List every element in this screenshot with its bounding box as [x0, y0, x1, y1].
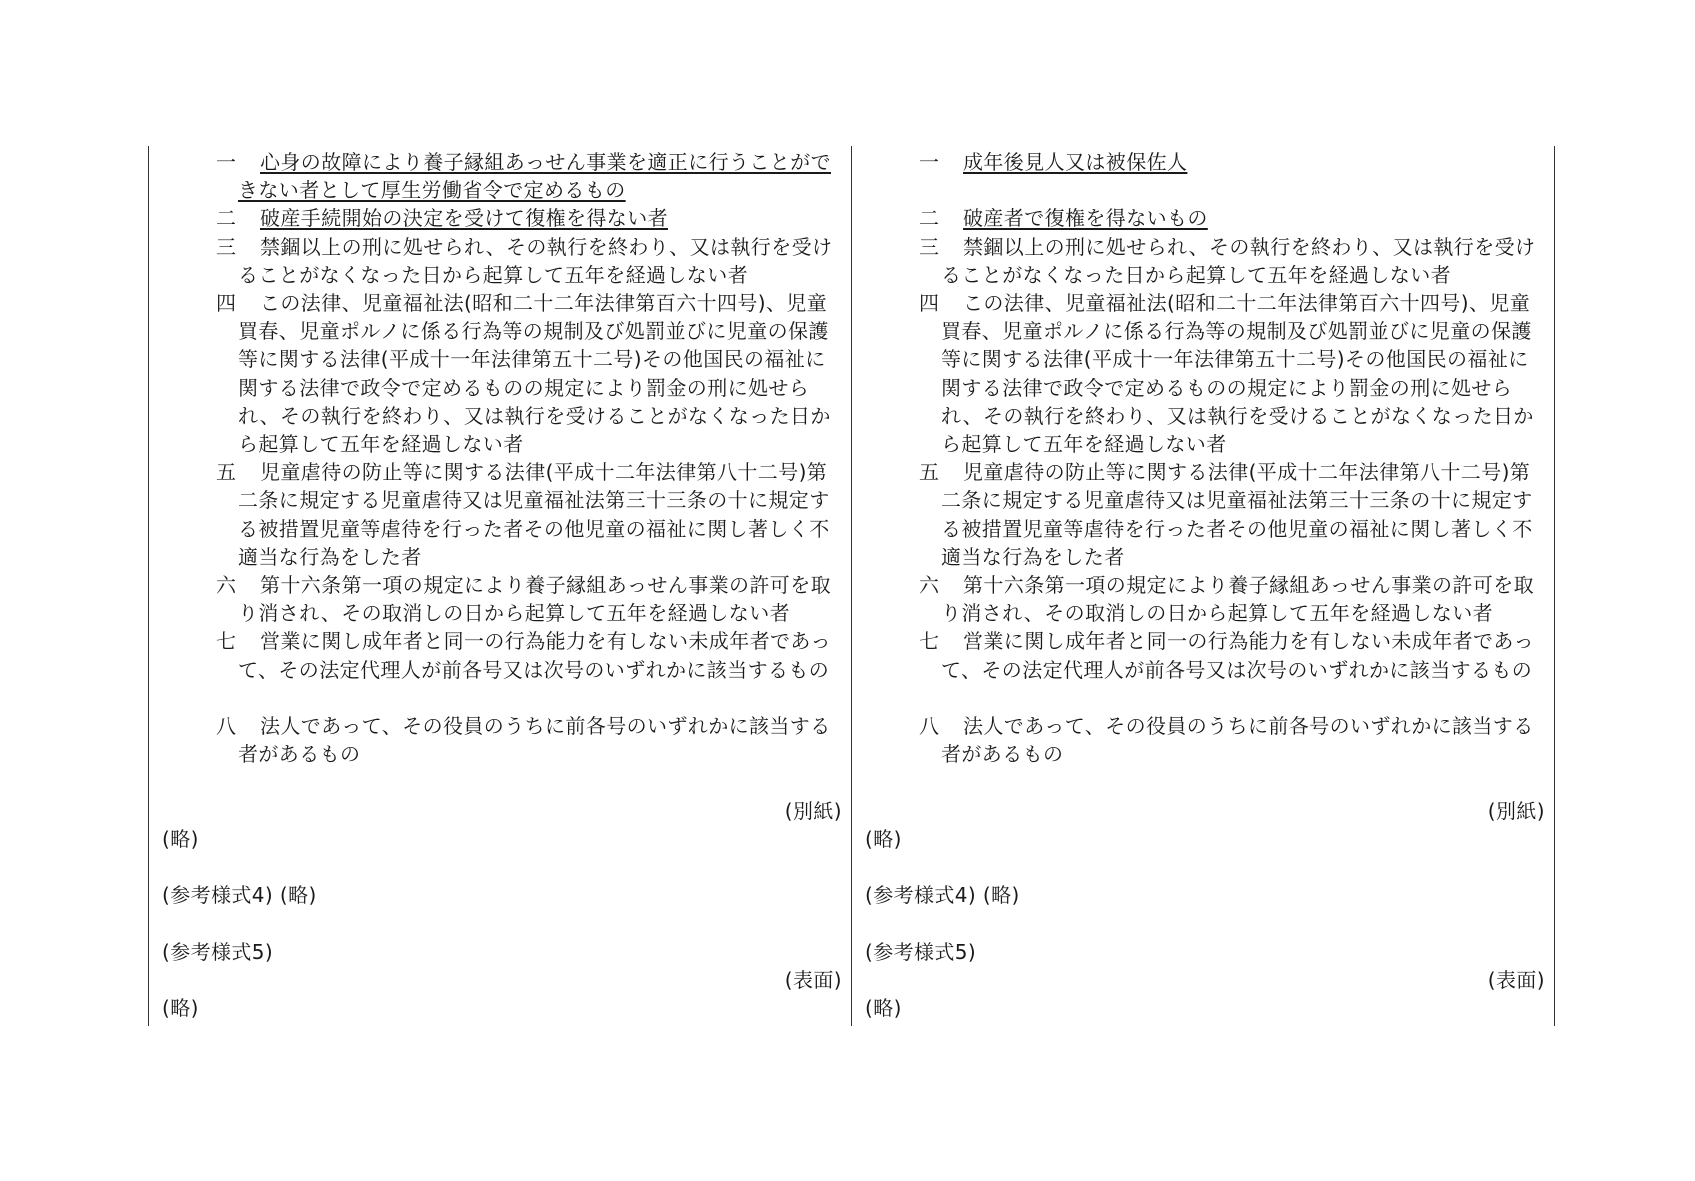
- item-text: 第十六条第一項の規定により養子縁組あっせん事業の許可を取り消され、その取消しの日から起算して五年を経過しない者: [941, 572, 1534, 626]
- omitted-text: (略): [162, 826, 199, 851]
- right-item-8: [865, 712, 1545, 768]
- item-number: 六: [919, 572, 940, 597]
- left-item-8: [162, 712, 842, 768]
- item-text: 児童虐待の防止等に関する法律(平成十二年法律第八十二号)第二条に規定する児童虐待又は児童福祉法第三十三条の十に規定する被措置児童等虐待を行った者その他児童の福祉に関し著しく不適当な行為をした者: [238, 460, 830, 569]
- item-text: 法人であって、その役員のうちに前各号のいずれかに該当する者があるもの: [238, 713, 831, 767]
- attachment-label: (別紙): [784, 798, 842, 823]
- item-text: 破産手続開始の決定を受けて復権を得ない者: [260, 206, 668, 231]
- item-number: 三: [919, 234, 940, 259]
- omitted-text: (略): [865, 826, 902, 851]
- item-number: 一: [919, 150, 940, 174]
- right-item-4: [865, 289, 1545, 458]
- item-number: 四: [919, 290, 940, 315]
- left-item-3: [162, 233, 842, 289]
- item-number: 四: [216, 290, 237, 315]
- item-text: 心身の故障により養子縁組あっせん事業を適正に行うことができない者として厚生労働省令で定めるもの: [238, 150, 831, 203]
- item-text: この法律、児童福祉法(昭和二十二年法律第百六十四号)、児童買春、児童ポルノに係る行為等の規制及び処罰並びに児童の保護等に関する法律(平成十一年法律第五十二号)その他国民の福祉に関する法律で政令で定めるものの規定により罰金の刑に処せられ、その執行を終わり、又は執行を受けることがなくなった日から起算して五年を経過しない者: [941, 290, 1534, 456]
- item-number: 八: [216, 713, 237, 738]
- right-item-7: [865, 627, 1545, 712]
- left-item-2: [162, 204, 842, 232]
- left-border-line: [148, 146, 149, 1026]
- item-text: 法人であって、その役員のうちに前各号のいずれかに該当する者があるもの: [941, 713, 1534, 767]
- item-text: 破産者で復権を得ないもの: [963, 206, 1208, 231]
- right-item-2: [865, 204, 1545, 232]
- item-number: 二: [919, 206, 940, 231]
- item-text: 児童虐待の防止等に関する法律(平成十二年法律第八十二号)第二条に規定する児童虐待又は児童福祉法第三十三条の十に規定する被措置児童等虐待を行った者その他児童の福祉に関し著しく不適当な行為をした者: [941, 460, 1533, 569]
- item-number: 八: [919, 713, 940, 738]
- item-text: 禁錮以上の刑に処せられ、その執行を終わり、又は執行を受けることがなくなった日から起算して五年を経過しない者: [238, 234, 833, 287]
- item-number: 一: [216, 150, 237, 174]
- right-item-5: [865, 458, 1545, 571]
- left-item-6: [162, 571, 842, 627]
- item-number: 五: [216, 460, 237, 485]
- item-text: 営業に関し成年者と同一の行為能力を有しない未成年者であって、その法定代理人が前各号又は次号のいずれかに該当するもの: [238, 629, 831, 682]
- omitted-text-2: (略): [162, 995, 199, 1020]
- item-text: 営業に関し成年者と同一の行為能力を有しない未成年者であって、その法定代理人が前各号又は次号のいずれかに該当するもの: [941, 629, 1534, 682]
- left-item-5: [162, 458, 842, 571]
- left-item-1: [162, 148, 842, 204]
- reference-form-4: (参考様式4) (略): [162, 883, 317, 908]
- right-column: [865, 148, 1545, 1022]
- right-item-3: [865, 233, 1545, 289]
- item-number: 六: [216, 572, 237, 597]
- item-text: 第十六条第一項の規定により養子縁組あっせん事業の許可を取り消され、その取消しの日から起算して五年を経過しない者: [238, 572, 831, 626]
- item-number: 七: [919, 629, 940, 654]
- item-number: 七: [216, 629, 237, 654]
- center-divider-line: [851, 146, 852, 1026]
- right-item-1: [865, 148, 1545, 204]
- item-text: 禁錮以上の刑に処せられ、その執行を終わり、又は執行を受けることがなくなった日から起算して五年を経過しない者: [941, 234, 1536, 287]
- left-item-7: [162, 627, 842, 712]
- item-text: 成年後見人又は被保佐人: [963, 150, 1188, 174]
- item-text: この法律、児童福祉法(昭和二十二年法律第百六十四号)、児童買春、児童ポルノに係る行為等の規制及び処罰並びに児童の保護等に関する法律(平成十一年法律第五十二号)その他国民の福祉に関する法律で政令で定めるものの規定により罰金の刑に処せられ、その執行を終わり、又は執行を受けることがなくなった日から起算して五年を経過しない者: [238, 290, 831, 456]
- item-number: 三: [216, 234, 237, 259]
- item-number: 五: [919, 460, 940, 485]
- reference-form-4: (参考様式4) (略): [865, 883, 1020, 908]
- front-side-label: (表面): [1487, 967, 1545, 992]
- right-item-6: [865, 571, 1545, 627]
- reference-form-5: (参考様式5): [162, 939, 274, 964]
- left-item-4: [162, 289, 842, 458]
- reference-form-5: (参考様式5): [865, 939, 977, 964]
- item-number: 二: [216, 206, 237, 231]
- omitted-text-2: (略): [865, 995, 902, 1020]
- attachment-label: (別紙): [1487, 798, 1545, 823]
- left-column: [162, 148, 842, 1022]
- right-border-line: [1554, 146, 1555, 1026]
- front-side-label: (表面): [784, 967, 842, 992]
